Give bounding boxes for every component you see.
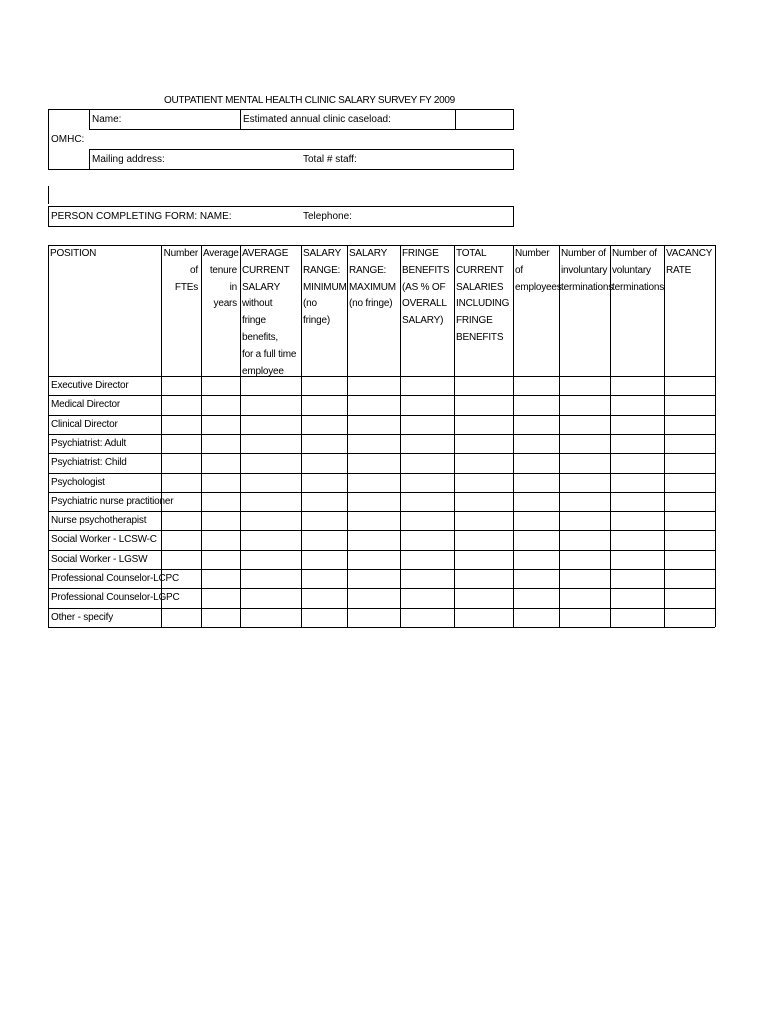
- table-input-cell[interactable]: [202, 589, 240, 607]
- column-header: Number of employees: [515, 248, 562, 293]
- table-input-cell[interactable]: [202, 396, 240, 414]
- mailing-address-label: Mailing address:: [92, 154, 165, 165]
- table-input-cell[interactable]: [560, 377, 610, 395]
- table-input-cell[interactable]: [560, 454, 610, 472]
- table-input-cell[interactable]: [348, 416, 400, 434]
- table-input-cell[interactable]: [401, 474, 454, 492]
- telephone-field[interactable]: [350, 208, 512, 225]
- row-label: Nurse psychotherapist: [51, 515, 147, 527]
- table-input-cell[interactable]: [665, 493, 715, 511]
- table-input-cell[interactable]: [665, 589, 715, 607]
- table-input-cell[interactable]: [514, 377, 559, 395]
- column-header: Number of voluntary terminations: [612, 248, 665, 293]
- table-input-cell[interactable]: [455, 551, 513, 569]
- row-label: Psychiatrist: Child: [51, 457, 127, 469]
- row-label: Psychiatrist: Adult: [51, 437, 127, 449]
- table-input-cell[interactable]: [401, 493, 454, 511]
- table-input-cell[interactable]: [302, 454, 347, 472]
- table-input-cell[interactable]: [514, 589, 559, 607]
- table-input-cell[interactable]: [455, 589, 513, 607]
- table-input-cell[interactable]: [401, 551, 454, 569]
- table-input-cell[interactable]: [348, 570, 400, 588]
- caseload-field[interactable]: [457, 111, 512, 128]
- column-header: VACANCY RATE: [666, 248, 713, 276]
- table-input-cell[interactable]: [665, 551, 715, 569]
- table-input-cell[interactable]: [348, 589, 400, 607]
- table-input-cell[interactable]: [202, 435, 240, 453]
- table-input-cell[interactable]: [455, 570, 513, 588]
- table-input-cell[interactable]: [611, 396, 664, 414]
- table-input-cell[interactable]: [241, 435, 301, 453]
- row-label: Professional Counselor-LGPC: [51, 592, 180, 604]
- table-input-cell[interactable]: [455, 474, 513, 492]
- table-input-cell[interactable]: [348, 454, 400, 472]
- table-input-cell[interactable]: [611, 512, 664, 530]
- column-header: FRINGE BENEFITS (AS % OF OVERALL SALARY): [402, 248, 450, 327]
- table-input-cell[interactable]: [162, 474, 201, 492]
- section-divider: [48, 186, 49, 204]
- table-input-cell[interactable]: [514, 531, 559, 549]
- table-input-cell[interactable]: [348, 493, 400, 511]
- table-input-cell[interactable]: [348, 609, 400, 627]
- table-input-cell[interactable]: [611, 493, 664, 511]
- table-input-cell[interactable]: [241, 454, 301, 472]
- table-input-cell[interactable]: [241, 493, 301, 511]
- column-header: Number of FTEs: [163, 248, 198, 293]
- table-input-cell[interactable]: [560, 589, 610, 607]
- table-input-cell[interactable]: [560, 493, 610, 511]
- table-column-line: [48, 245, 49, 627]
- table-input-cell[interactable]: [202, 609, 240, 627]
- table-input-cell[interactable]: [202, 416, 240, 434]
- table-input-cell[interactable]: [514, 570, 559, 588]
- row-label: Other - specify: [51, 611, 114, 623]
- table-input-cell[interactable]: [401, 377, 454, 395]
- table-input-cell[interactable]: [455, 435, 513, 453]
- caseload-label: Estimated annual clinic caseload:: [243, 114, 391, 125]
- table-input-cell[interactable]: [302, 570, 347, 588]
- table-input-cell[interactable]: [665, 416, 715, 434]
- table-input-cell[interactable]: [514, 609, 559, 627]
- table-input-cell[interactable]: [241, 570, 301, 588]
- table-input-cell[interactable]: [611, 570, 664, 588]
- row-label: Psychiatric nurse practitioner: [51, 495, 174, 507]
- table-input-cell[interactable]: [665, 396, 715, 414]
- omhc-bottom-border: [48, 169, 89, 170]
- table-input-cell[interactable]: [302, 493, 347, 511]
- table-input-cell[interactable]: [665, 474, 715, 492]
- table-input-cell[interactable]: [455, 493, 513, 511]
- table-input-cell[interactable]: [560, 609, 610, 627]
- table-input-cell[interactable]: [202, 377, 240, 395]
- table-input-cell[interactable]: [611, 377, 664, 395]
- table-input-cell[interactable]: [348, 531, 400, 549]
- table-input-cell[interactable]: [302, 416, 347, 434]
- table-input-cell[interactable]: [302, 435, 347, 453]
- table-input-cell[interactable]: [514, 396, 559, 414]
- table-input-cell[interactable]: [514, 474, 559, 492]
- table-input-cell[interactable]: [455, 377, 513, 395]
- mailing-address-field[interactable]: [160, 151, 300, 168]
- name-field[interactable]: [120, 111, 238, 128]
- table-input-cell[interactable]: [162, 589, 201, 607]
- table-column-line: [715, 245, 716, 627]
- table-input-cell[interactable]: [665, 512, 715, 530]
- column-header: Average tenure in years: [203, 248, 239, 310]
- table-input-cell[interactable]: [560, 531, 610, 549]
- table-input-cell[interactable]: [202, 512, 240, 530]
- table-input-cell[interactable]: [241, 531, 301, 549]
- table-input-cell[interactable]: [202, 474, 240, 492]
- column-header: Number of involuntary terminations: [561, 248, 614, 293]
- table-input-cell[interactable]: [241, 377, 301, 395]
- table-input-cell[interactable]: [202, 531, 240, 549]
- table-input-cell[interactable]: [302, 396, 347, 414]
- table-input-cell[interactable]: [560, 396, 610, 414]
- table-input-cell[interactable]: [560, 512, 610, 530]
- table-input-cell[interactable]: [401, 416, 454, 434]
- table-input-cell[interactable]: [514, 416, 559, 434]
- table-input-cell[interactable]: [611, 551, 664, 569]
- table-input-cell[interactable]: [401, 396, 454, 414]
- table-input-cell[interactable]: [665, 454, 715, 472]
- table-input-cell[interactable]: [611, 589, 664, 607]
- table-input-cell[interactable]: [162, 609, 201, 627]
- table-input-cell[interactable]: [241, 474, 301, 492]
- table-input-cell[interactable]: [401, 570, 454, 588]
- table-input-cell[interactable]: [202, 551, 240, 569]
- table-input-cell[interactable]: [302, 531, 347, 549]
- row-label: Clinical Director: [51, 418, 118, 430]
- table-input-cell[interactable]: [455, 609, 513, 627]
- name-divider: [240, 109, 241, 130]
- table-input-cell[interactable]: [611, 609, 664, 627]
- table-input-cell[interactable]: [162, 531, 201, 549]
- table-input-cell[interactable]: [401, 531, 454, 549]
- table-input-cell[interactable]: [202, 493, 240, 511]
- column-header: SALARY RANGE: MINIMUM (no fringe): [303, 248, 347, 327]
- table-input-cell[interactable]: [302, 512, 347, 530]
- table-input-cell[interactable]: [302, 551, 347, 569]
- table-input-cell[interactable]: [455, 454, 513, 472]
- form-title: OUTPATIENT MENTAL HEALTH CLINIC SALARY SURVEY FY 2009: [164, 95, 455, 106]
- table-input-cell[interactable]: [514, 551, 559, 569]
- row-label: Executive Director: [51, 380, 129, 391]
- table-input-cell[interactable]: [162, 493, 201, 511]
- caseload-divider: [455, 109, 456, 130]
- table-input-cell[interactable]: [162, 454, 201, 472]
- table-input-cell[interactable]: [665, 435, 715, 453]
- address-line-field[interactable]: [91, 131, 512, 148]
- column-header: AVERAGE CURRENT SALARY without fringe benefits, for a full time employee: [242, 248, 297, 377]
- table-input-cell[interactable]: [401, 589, 454, 607]
- omhc-label: OMHC:: [51, 134, 85, 145]
- table-input-cell[interactable]: [401, 512, 454, 530]
- table-input-cell[interactable]: [560, 570, 610, 588]
- table-input-cell[interactable]: [665, 609, 715, 627]
- table-input-cell[interactable]: [611, 531, 664, 549]
- table-input-cell[interactable]: [611, 474, 664, 492]
- table-input-cell[interactable]: [162, 570, 201, 588]
- table-input-cell[interactable]: [455, 416, 513, 434]
- omhc-left-border: [48, 109, 49, 170]
- table-input-cell[interactable]: [302, 377, 347, 395]
- table-input-cell[interactable]: [514, 435, 559, 453]
- column-header: TOTAL CURRENT SALARIES INCLUDING FRINGE BENEFITS: [456, 248, 510, 343]
- total-staff-field[interactable]: [360, 151, 512, 168]
- column-header: SALARY RANGE: MAXIMUM (no fringe): [349, 248, 396, 310]
- table-input-cell[interactable]: [162, 435, 201, 453]
- name-label: Name:: [92, 114, 122, 125]
- table-input-cell[interactable]: [202, 454, 240, 472]
- table-input-cell[interactable]: [560, 416, 610, 434]
- table-input-cell[interactable]: [162, 512, 201, 530]
- table-input-cell[interactable]: [665, 531, 715, 549]
- table-input-cell[interactable]: [514, 454, 559, 472]
- table-input-cell[interactable]: [514, 493, 559, 511]
- table-input-cell[interactable]: [241, 609, 301, 627]
- table-input-cell[interactable]: [560, 474, 610, 492]
- person-completing-label: PERSON COMPLETING FORM: NAME:: [51, 211, 232, 222]
- person-name-field[interactable]: [195, 208, 300, 225]
- table-input-cell[interactable]: [241, 589, 301, 607]
- table-input-cell[interactable]: [162, 551, 201, 569]
- table-input-cell[interactable]: [348, 396, 400, 414]
- row-label: Medical Director: [51, 399, 121, 411]
- table-input-cell[interactable]: [560, 435, 610, 453]
- table-input-cell[interactable]: [302, 589, 347, 607]
- table-input-cell[interactable]: [348, 551, 400, 569]
- total-staff-label: Total # staff:: [303, 154, 357, 165]
- row-label: Social Worker - LGSW: [51, 553, 148, 565]
- table-input-cell[interactable]: [348, 474, 400, 492]
- table-input-cell[interactable]: [455, 396, 513, 414]
- table-input-cell[interactable]: [455, 512, 513, 530]
- table-input-cell[interactable]: [665, 570, 715, 588]
- table-input-cell[interactable]: [665, 377, 715, 395]
- table-input-cell[interactable]: [241, 512, 301, 530]
- table-input-cell[interactable]: [302, 474, 347, 492]
- table-input-cell[interactable]: [302, 609, 347, 627]
- table-input-cell[interactable]: [455, 531, 513, 549]
- table-input-cell[interactable]: [241, 416, 301, 434]
- row-label: Psychologist: [51, 476, 105, 488]
- table-input-cell[interactable]: [401, 454, 454, 472]
- table-input-cell[interactable]: [401, 435, 454, 453]
- table-input-cell[interactable]: [514, 512, 559, 530]
- row-label: Social Worker - LCSW-C: [51, 534, 157, 546]
- telephone-label: Telephone:: [303, 211, 352, 222]
- table-input-cell[interactable]: [560, 551, 610, 569]
- table-row-line: [48, 627, 715, 628]
- table-input-cell[interactable]: [162, 416, 201, 434]
- table-input-cell[interactable]: [611, 454, 664, 472]
- table-input-cell[interactable]: [241, 396, 301, 414]
- table-input-cell[interactable]: [162, 377, 201, 395]
- table-input-cell[interactable]: [348, 512, 400, 530]
- omhc-top-border: [48, 109, 89, 110]
- table-input-cell[interactable]: [348, 435, 400, 453]
- row-label: Professional Counselor-LCPC: [51, 573, 179, 584]
- table-input-cell[interactable]: [401, 609, 454, 627]
- table-input-cell[interactable]: [241, 551, 301, 569]
- column-header: POSITION: [50, 248, 97, 259]
- table-input-cell[interactable]: [611, 416, 664, 434]
- table-input-cell[interactable]: [202, 570, 240, 588]
- table-input-cell[interactable]: [611, 435, 664, 453]
- table-input-cell[interactable]: [162, 396, 201, 414]
- table-input-cell[interactable]: [348, 377, 400, 395]
